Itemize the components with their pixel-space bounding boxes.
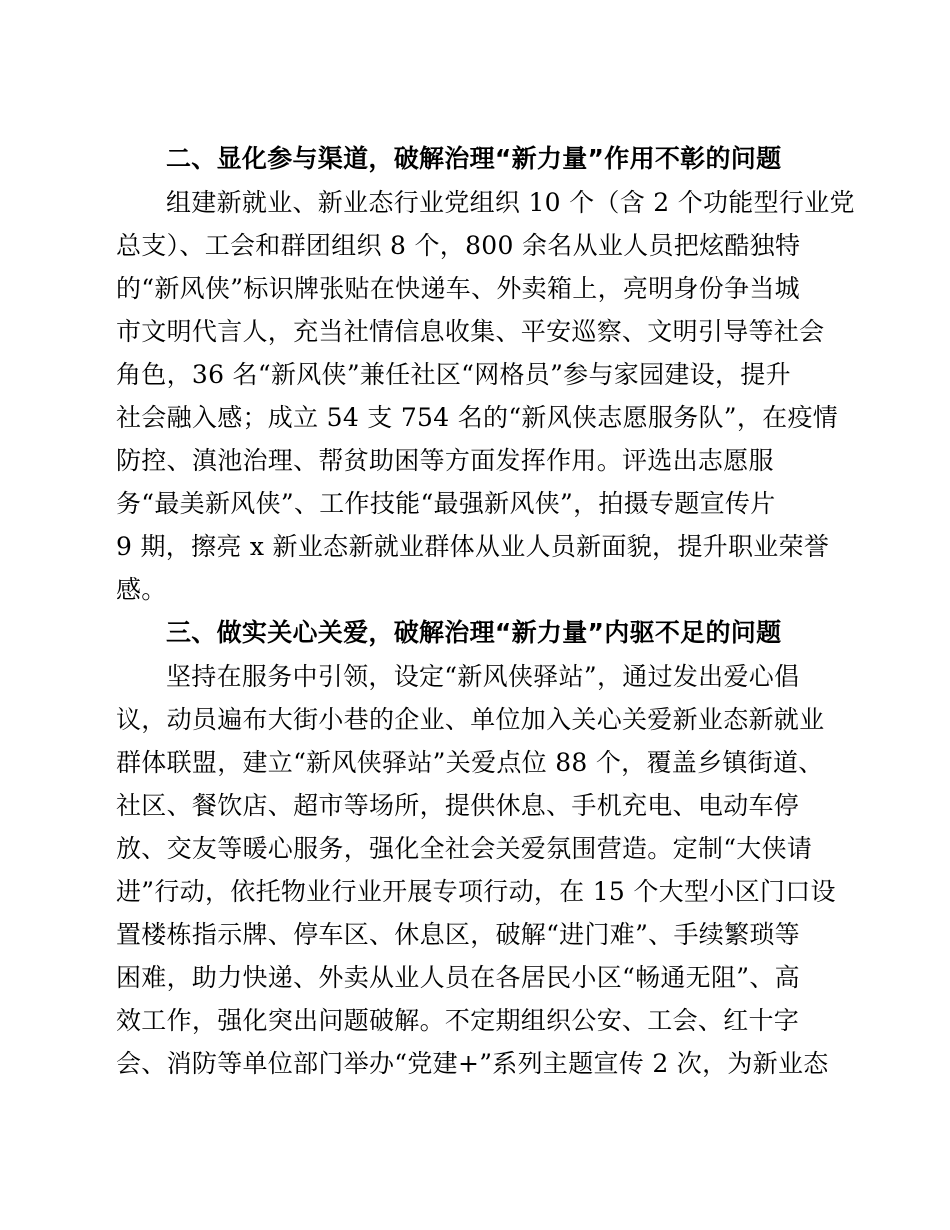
- paragraph-line: 感。: [116, 575, 167, 604]
- paragraph-line: 组建新就业、新业态行业党组织 10 个（含 2 个功能型行业党: [166, 188, 855, 217]
- section-3-heading: 三、做实关心关爱，破解治理“新力量”内驱不足的问题: [166, 618, 782, 647]
- paragraph-line: 坚持在服务中引领，设定“新风侠驿站”，通过发出爱心倡: [166, 662, 800, 691]
- paragraph-line: 社区、餐饮店、超市等场所，提供休息、手机充电、电动车停: [116, 791, 800, 820]
- section-2-heading: 二、显化参与渠道，破解治理“新力量”作用不彰的问题: [166, 144, 782, 173]
- paragraph-line: 防控、滇池治理、帮贫助困等方面发挥作用。评选出志愿服: [116, 446, 774, 475]
- paragraph-line: 议，动员遍布大街小巷的企业、单位加入关心关爱新业态新就业: [116, 705, 825, 734]
- paragraph-line: 群体联盟，建立“新风侠驿站”关爱点位 88 个，覆盖乡镇街道、: [116, 748, 824, 777]
- paragraph-line: 困难，助力快递、外卖从业人员在各居民小区“畅通无阻”、高: [116, 963, 800, 992]
- paragraph-line: 置楼栋指示牌、停车区、休息区，破解“进门难”、手续繁琐等: [116, 920, 800, 949]
- paragraph-line: 9 期，擦亮 x 新业态新就业群体从业人员新面貌，提升职业荣誉: [116, 532, 830, 561]
- paragraph-line: 角色，36 名“新风侠”兼任社区“网格员”参与家园建设，提升: [116, 360, 791, 389]
- paragraph-line: 效工作，强化突出问题破解。不定期组织公安、工会、红十字: [116, 1006, 800, 1035]
- paragraph-line: 的“新风侠”标识牌张贴在快递车、外卖箱上，亮明身份争当城: [116, 274, 800, 303]
- paragraph-line: 社会融入感；成立 54 支 754 名的“新风侠志愿服务队”，在疫情: [116, 403, 839, 432]
- paragraph-line: 放、交友等暖心服务，强化全社会关爱氛围营造。定制“大侠请: [116, 834, 813, 863]
- paragraph-line: 市文明代言人，充当社情信息收集、平安巡察、文明引导等社会: [116, 317, 825, 346]
- paragraph-line: 进”行动，依托物业行业开展专项行动，在 15 个大型小区门口设: [116, 877, 836, 906]
- paragraph-line: 务“最美新风侠”、工作技能“最强新风侠”，拍摄专题宣传片: [116, 489, 776, 518]
- paragraph-line: 总支）、工会和群团组织 8 个，800 余名从业人员把炫酷独特: [116, 231, 801, 260]
- paragraph-line: 会、消防等单位部门举办“党建+”系列主题宣传 2 次，为新业态: [116, 1049, 829, 1078]
